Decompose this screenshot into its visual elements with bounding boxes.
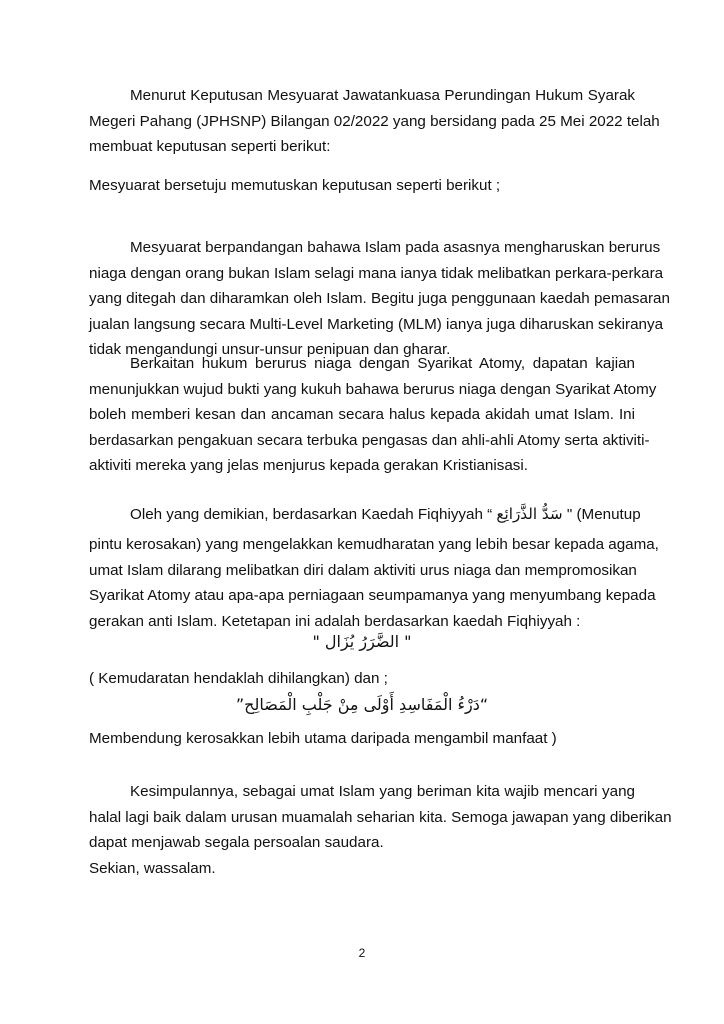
page-number: 2 (358, 946, 366, 960)
paragraph-atomy (89, 351, 657, 479)
paragraph-line: Berkaitan hukum berurus niaga dengan Syarikat Atomy, dapatan kajian (130, 355, 635, 372)
paragraph-line: dapat menjawab segala persoalan saudara. (89, 834, 384, 852)
paragraph-line: Syarikat Atomy atau apa-apa perniagaan seumpamanya yang menyumbang kepada (89, 587, 656, 605)
arabic-maxim-harm: " الضَّرَرُ يُزَال " (312, 632, 412, 651)
paragraph-line: " (Menutup (566, 506, 641, 523)
paragraph-line: ( Kemudaratan hendaklah dihilangkan) dan ; (89, 670, 388, 687)
paragraph-line: yang ditegah dan diharamkan oleh Islam. Begitu juga penggunaan kaedah pemasaran (89, 290, 670, 308)
arabic-maxim-corruption: “دَرْءُ الْمَفَاسِدِ أَوْلَى مِنْ جَلْبِ الْمَصَالِح” (235, 695, 489, 714)
paragraph-line: boleh memberi kesan dan ancaman secara halus kepada akidah umat Islam. Ini (89, 406, 635, 424)
arabic-term: سَدُّ الذَّرَائِع (496, 505, 563, 523)
paragraph-line: berdasarkan pengakuan secara terbuka pengasas dan ahli-ahli Atomy serta aktiviti- (89, 431, 650, 449)
paragraph-conclusion-ruling (89, 502, 641, 528)
paragraph-view (89, 235, 670, 363)
paragraph-line: umat Islam dilarang melibatkan diri dalam aktiviti urus niaga dan mempromosikan (89, 561, 637, 579)
paragraph-decision (89, 173, 635, 199)
paragraph-line: Kesimpulannya, sebagai umat Islam yang beriman kita wajib mencari yang (130, 783, 635, 800)
paragraph-intro (89, 83, 660, 160)
paragraph-summary (89, 779, 672, 881)
paragraph-line: Membendung kerosakkan lebih utama daripada mengambil manfaat ) (89, 730, 557, 747)
paragraph-line: gerakan anti Islam. Ketetapan ini adalah berdasarkan kaedah Fiqhiyyah : (89, 612, 581, 630)
maxim-corruption-meaning (89, 726, 635, 752)
paragraph-line: Oleh yang demikian, berdasarkan Kaedah Fiqhiyyah “ (130, 506, 493, 523)
paragraph-line: Mesyuarat berpandangan bahawa Islam pada asasnya mengharuskan berurus (130, 239, 661, 256)
paragraph-line: jualan langsung secara Multi-Level Marketing (MLM) ianya juga diharuskan sekiranya (89, 315, 664, 333)
closing-line: Sekian, wassalam. (89, 859, 216, 877)
maxim-harm-meaning (89, 666, 635, 692)
paragraph-line: membuat keputusan seperti berikut: (89, 138, 331, 156)
paragraph-line: Mesyuarat bersetuju memutuskan keputusan seperti berikut ; (89, 177, 501, 194)
paragraph-line: Menurut Keputusan Mesyuarat Jawatankuasa Perundingan Hukum Syarak (130, 87, 635, 104)
paragraph-line: menunjukkan wujud bukti yang kukuh bahawa berurus niaga dengan Syarikat Atomy (89, 380, 657, 398)
paragraph-line: tidak mengandungi unsur-unsur penipuan dan gharar. (89, 341, 451, 359)
paragraph-line: aktiviti mereka yang jelas menjurus kepada gerakan Kristianisasi. (89, 457, 528, 475)
paragraph-line: niaga dengan orang bukan Islam selagi mana ianya tidak melibatkan perkara-perkara (89, 264, 664, 282)
paragraph-line: halal lagi baik dalam urusan muamalah seharian kita. Semoga jawapan yang diberikan (89, 808, 672, 826)
paragraph-line: pintu kerosakan) yang mengelakkan kemudharatan yang lebih besar kepada agama, (89, 536, 659, 553)
paragraph-line: Megeri Pahang (JPHSNP) Bilangan 02/2022 yang bersidang pada 25 Mei 2022 telah (89, 112, 660, 130)
paragraph-conclusion-ruling-cont (89, 532, 659, 634)
